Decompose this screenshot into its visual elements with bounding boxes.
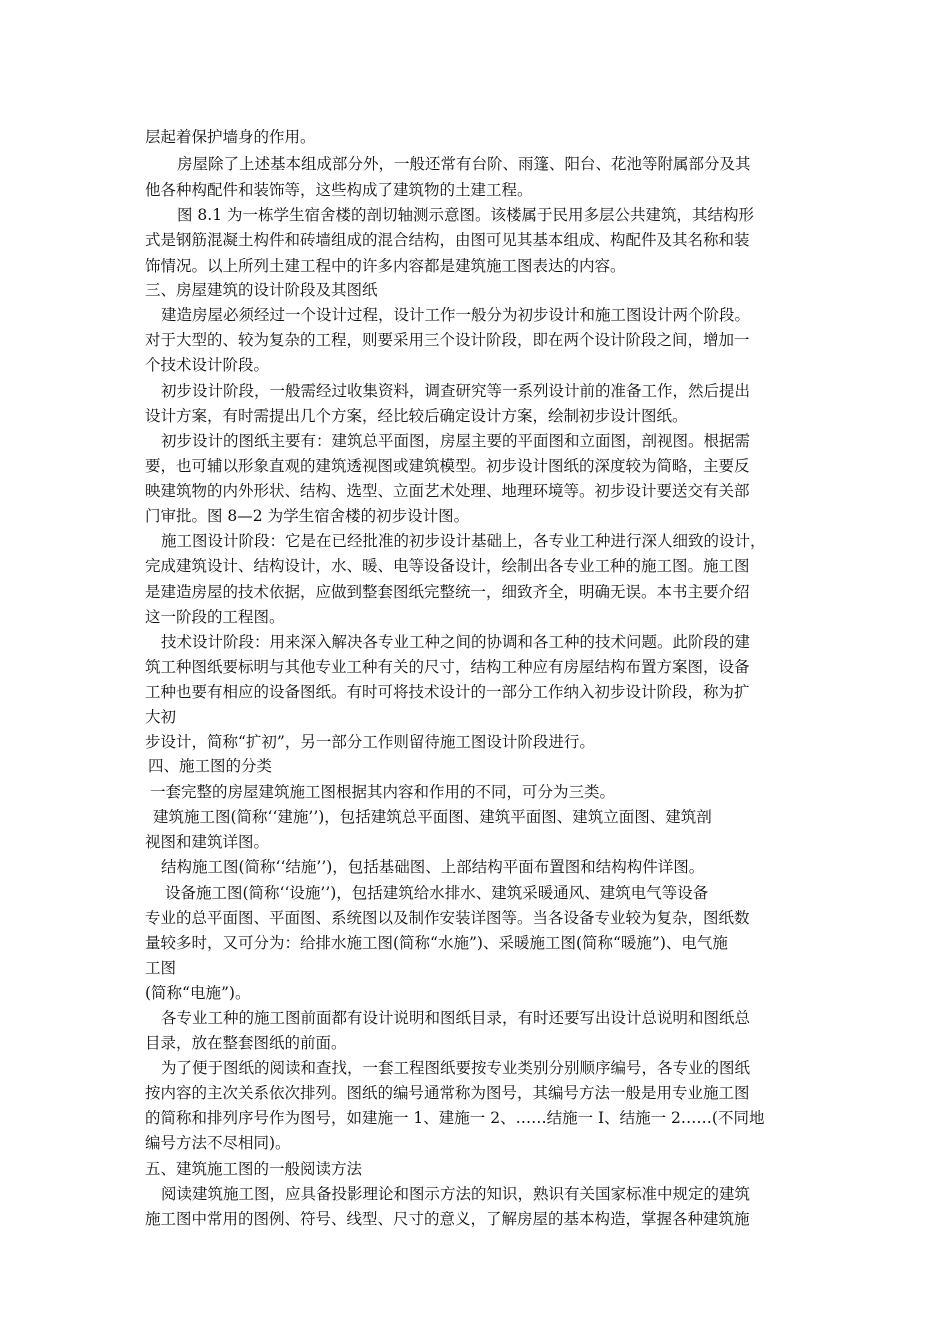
- text-line: 为了便于图纸的阅读和查找，一套工程图纸要按专业类别分别顺序编号，各专业的图纸: [161, 1059, 751, 1077]
- text-line: 一套完整的房屋建筑施工图根据其内容和作用的不同，可分为三类。: [150, 783, 616, 801]
- section-heading: 三、房屋建筑的设计阶段及其图纸: [145, 281, 378, 299]
- text-line: 施工图中常用的图例、符号、线型、尺寸的意义，了解房屋的基本构造，掌握各种建筑施: [145, 1210, 750, 1228]
- text-line: 的简称和排列序号作为图号，如建施一 1、建施一 2、……结施一 I、结施一 2……(不同地: [145, 1109, 765, 1127]
- text-line: 步设计，简称“扩初”，另一部分工作则留待施工图设计阶段进行。: [145, 733, 595, 751]
- text-line: 大初: [145, 708, 177, 726]
- text-line: 层起着保护墙身的作用。: [145, 128, 316, 146]
- text-line: 编号方法不尽相同)。: [145, 1134, 291, 1152]
- text-line: 初步设计阶段，一般需经过收集资料，调查研究等一系列设计前的准备工作，然后提出: [161, 382, 751, 400]
- text-line: 阅读建筑施工图，应具备投影理论和图示方法的知识，熟识有关国家标准中规定的建筑: [161, 1185, 751, 1203]
- text-line: 图 8.1 为一栋学生宿舍楼的剖切轴测示意图。该楼属于民用多层公共建筑，其结构形: [177, 206, 755, 224]
- section-heading: 五、建筑施工图的一般阅读方法: [145, 1160, 363, 1178]
- text-line: 建造房屋必须经过一个设计过程，设计工作一般分为初步设计和施工图设计两个阶段。: [161, 306, 751, 324]
- text-line: (简称“电施”)。: [145, 984, 251, 1002]
- text-line: 量较多时，又可分为：给排水施工图(简称“水施”)、采暖施工图(简称“暖施”)、电气施: [145, 934, 728, 952]
- text-line: 目录，放在整套图纸的前面。: [145, 1034, 347, 1052]
- text-line: 设计方案，有时需提出几个方案，经比较后确定设计方案，绘制初步设计图纸。: [145, 407, 688, 425]
- text-line: 设备施工图(简称‘‘设施’’)，包括建筑给水排水、建筑采暖通风、建筑电气等设备: [165, 884, 709, 902]
- text-line: 对于大型的、较为复杂的工程，则要采用三个设计阶段，即在两个设计阶段之间，增加一: [145, 331, 750, 349]
- text-line: 个技术设计阶段。: [145, 356, 270, 374]
- text-line: 工种也要有相应的设备图纸。有时可将技术设计的一部分工作纳入初步设计阶段，称为扩: [145, 683, 750, 701]
- text-line: 映建筑物的内外形状、结构、选型、立面艺术处理、地理环境等。初步设计要送交有关部: [145, 482, 750, 500]
- text-line: 施工图设计阶段：它是在已经批准的初步设计基础上，各专业工种进行深人细致的设计，: [161, 532, 766, 550]
- text-line: 门审批。图 8—2 为学生宿舍楼的初步设计图。: [145, 507, 470, 525]
- text-line: 视图和建筑详图。: [145, 833, 270, 851]
- text-line: 这一阶段的工程图。: [145, 608, 285, 626]
- text-line: 完成建筑设计、结构设计，水、暖、电等设备设计，绘制出各专业工种的施工图。施工图: [145, 557, 750, 575]
- text-line: 工图: [145, 959, 177, 977]
- text-line: 式是钢筋混凝土构件和砖墙组成的混合结构，由图可见其基本组成、构配件及其名称和装: [145, 231, 750, 249]
- text-line: 他各种构配件和装饰等，这些构成了建筑物的土建工程。: [145, 181, 533, 199]
- text-line: 专业的总平面图、平面图、系统图以及制作安装详图等。当各设备专业较为复杂，图纸数: [145, 909, 750, 927]
- text-line: 饰情况。以上所列土建工程中的许多内容都是建筑施工图表达的内容。: [145, 257, 626, 275]
- text-line: 按内容的主次关系依次排列。图纸的编号通常称为图号，其编号方法一般是用专业施工图: [145, 1084, 750, 1102]
- text-line: 是建造房屋的技术依据，应做到整套图纸完整统一，细致齐全，明确无误。本书主要介绍: [145, 583, 750, 601]
- text-line: 初步设计的图纸主要有：建筑总平面图，房屋主要的平面图和立面图，剖视图。根据需: [161, 432, 751, 450]
- section-heading: 四、施工图的分类: [148, 757, 273, 775]
- text-line: 筑工种图纸要标明与其他专业工种有关的尺寸，结构工种应有房屋结构布置方案图，设备: [145, 658, 750, 676]
- text-line: 各专业工种的施工图前面都有设计说明和图纸目录，有时还要写出设计总说明和图纸总: [161, 1009, 751, 1027]
- text-line: 结构施工图(简称‘‘结施’’)，包括基础图、上部结构平面布置图和结构构件详图。: [161, 858, 705, 876]
- text-line: 要，也可辅以形象直观的建筑透视图或建筑模型。初步设计图纸的深度较为简略，主要反: [145, 457, 750, 475]
- text-line: 技术设计阶段：用来深入解决各专业工种之间的协调和各工种的技术问题。此阶段的建: [161, 633, 751, 651]
- text-line: 建筑施工图(简称‘‘建施’’)，包括建筑总平面图、建筑平面图、建筑立面图、建筑剖: [153, 808, 712, 826]
- text-line: 房屋除了上述基本组成部分外，一般还常有台阶、雨篷、阳台、花池等附属部分及其: [177, 155, 751, 173]
